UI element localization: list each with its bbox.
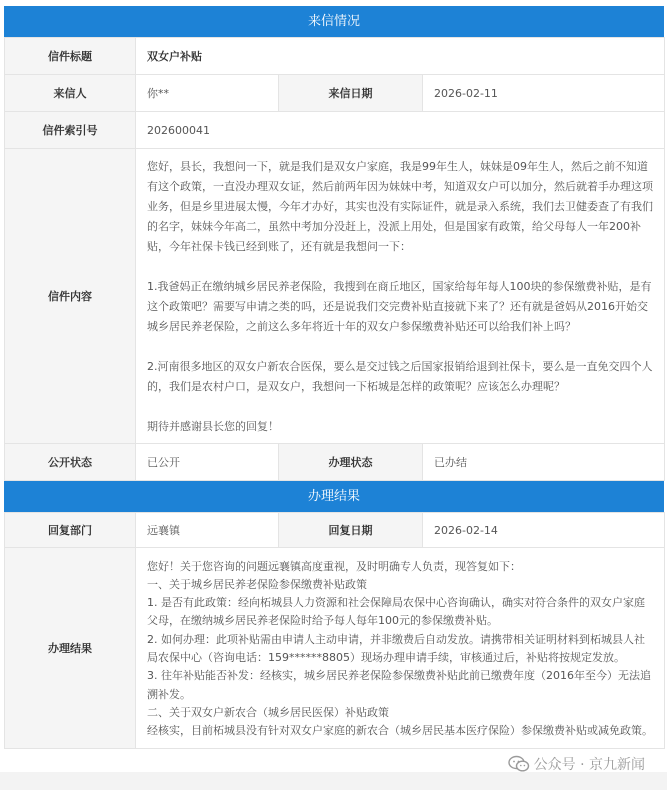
public-status-label: 公开状态 <box>5 444 136 481</box>
reply-line: 二、关于双女户新农合（城乡居民医保）补贴政策 <box>147 705 389 719</box>
result-section-header: 办理结果 <box>4 481 664 512</box>
watermark <box>508 754 645 774</box>
reply-line: 您好！关于您咨询的问题远襄镇高度重视，及时明确专人负责，现答复如下： <box>147 559 521 573</box>
reply-date-value: 2026-02-14 <box>423 513 665 548</box>
date-label: 来信日期 <box>279 75 423 112</box>
reply-date-label: 回复日期 <box>279 513 423 548</box>
sender-value: 你** <box>136 75 279 112</box>
watermark-text: 公众号 · 京九新闻 <box>533 757 645 773</box>
content-paragraph: 期待并感谢县长您的回复！ <box>147 420 279 433</box>
content-paragraph: 2.河南很多地区的双女户新农合医保，要么是交过钱之后国家报销给退到社保卡，要么是一直免交四个人的，我们是农村户口，是双女户，我想问一下柘城是怎样的政策呢？应该怎么办理呢？ <box>147 360 653 393</box>
result-table <box>4 512 665 749</box>
reply-line: 一、关于城乡居民养老保险参保缴费补贴政策 <box>147 577 367 591</box>
result-panel <box>4 481 664 749</box>
subject-row <box>5 38 665 75</box>
page-footer-strip <box>0 772 667 790</box>
dept-row <box>5 513 665 548</box>
index-row <box>5 112 665 149</box>
dept-value: 远襄镇 <box>136 513 279 548</box>
process-status-label: 办理状态 <box>279 444 423 481</box>
content-paragraph: 您好，县长，我想问一下，就是我们是双女户家庭，我是99年生人，妹妹是09年生人，然后之前不知道有这个政策，一直没办理双女证，然后前两年因为妹妹中考，知道双女户可以加分，然后就着手办理这项业务，但是乡里进展太慢，今年才办好，其实也没有实际证件，就是录入系统，我们去卫健委查了有我们的名字，妹妹今年高二，虽然中考加分没赶上，没派上用处，但是国家有政策，给父母每人一年200补贴，今年社保卡钱已经到账了，还有就是我想问一下： <box>147 160 653 253</box>
date-value: 2026-02-11 <box>423 75 665 112</box>
content-row <box>5 149 665 444</box>
subject-label: 信件标题 <box>5 38 136 75</box>
reply-row <box>5 548 665 749</box>
reply-line: 2. 如何办理：此项补贴需由申请人主动申请，并非缴费后自动发放。请携带相关证明材料到柘城县人社局农保中心（咨询电话：159******8805）现场办理申请手续，审核通过后，补贴将按规定发放。 <box>147 632 645 664</box>
content-value <box>136 149 665 444</box>
reply-line: 3. 往年补贴能否补发：经核实，城乡居民养老保险参保缴费补贴此前已缴费年度（2016年至今）无法追溯补发。 <box>147 669 651 701</box>
index-label: 信件索引号 <box>5 112 136 149</box>
subject-value: 双女户补贴 <box>136 38 665 75</box>
letter-table <box>4 37 665 481</box>
reply-value <box>136 548 665 749</box>
public-status-value: 已公开 <box>136 444 279 481</box>
reply-line: 1. 是否有此政策：经向柘城县人力资源和社会保障局农保中心咨询确认，确实对符合条件的双女户家庭父母，在缴纳城乡居民养老保险时给予每人每年100元的参保缴费补贴。 <box>147 596 645 628</box>
reply-line: 经核实，目前柘城县没有针对双女户家庭的新农合（城乡居民基本医疗保险）参保缴费补贴或减免政策。 <box>147 724 653 738</box>
content-label: 信件内容 <box>5 149 136 444</box>
process-status-value: 已办结 <box>423 444 665 481</box>
content-paragraph: 1.我爸妈正在缴纳城乡居民养老保险，我搜到在商丘地区，国家给每年每人100块的参保缴费补贴，是有这个政策吧？需要写申请之类的吗，还是说我们交完费补贴直接就下来了？还有就是爸妈从2016开始交城乡居民养老保险，之前这么多年将近十年的双女户参保缴费补贴还可以给我们补上吗？ <box>147 280 652 333</box>
letter-section-header: 来信情况 <box>4 6 664 37</box>
status-row <box>5 444 665 481</box>
dept-label: 回复部门 <box>5 513 136 548</box>
wechat-icon <box>508 755 530 773</box>
index-value: 202600041 <box>136 112 665 149</box>
reply-label: 办理结果 <box>5 548 136 749</box>
letter-panel <box>4 6 664 481</box>
sender-row <box>5 75 665 112</box>
sender-label: 来信人 <box>5 75 136 112</box>
